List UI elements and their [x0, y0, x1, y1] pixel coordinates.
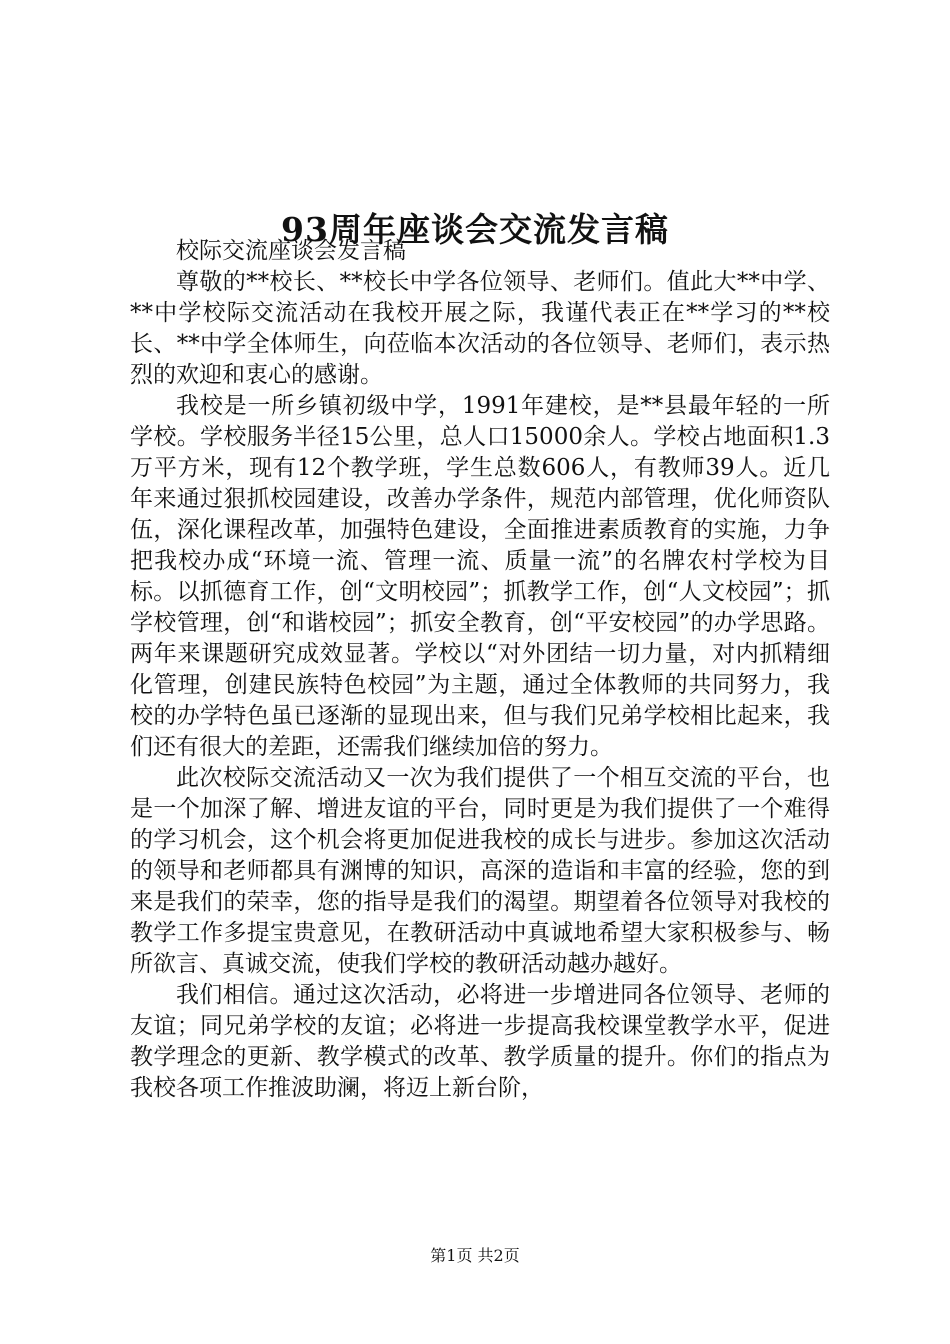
paragraph-belief: 我们相信。通过这次活动，必将进一步增进同各位领导、老师的友谊；同兄弟学校的友谊；必将进一步提高我校课堂教学水平，促进教学理念的更新、教学模式的改革、教学质量的提升。你们的指点为我校各项工作推波助澜，将迈上新台阶，: [130, 982, 830, 1101]
page-footer: 第1页 共2页: [430, 1246, 520, 1265]
paragraph-exchange-activity: 此次校际交流活动又一次为我们提供了一个相互交流的平台，也是一个加深了解、增进友谊的平台，同时更是为我们提供了一个难得的学习机会，这个机会将更加促进我校的成长与进步。参加这次活动的领导和老师都具有渊博的知识，高深的造诣和丰富的经验，您的到来是我们的荣幸，您的指导是我们的渴望。期望着各位领导对我校的教学工作多提宝贵意见，在教研活动中真诚地希望大家积极参与、畅所欲言、真诚交流，使我们学校的教研活动越办越好。: [130, 765, 830, 977]
paragraph-subtitle: 校际交流座谈会发言稿: [176, 238, 406, 264]
paragraph-school-intro: 我校是一所乡镇初级中学，1991年建校，是**县最年轻的一所学校。学校服务半径15公里，总人口15000余人。学校占地面积1.3万平方米，现有12个教学班，学生总数606人，有教师39人。近几年来通过狠抓校园建设，改善办学条件，规范内部管理，优化师资队伍，深化课程改革，加强特色建设，全面推进素质教育的实施，力争把我校办成“环境一流、管理一流、质量一流”的名牌农村学校为目标。以抓德育工作，创“文明校园”；抓教学工作，创“人文校园”；抓学校管理，创“和谐校园”；抓安全教育，创“平安校园”的办学思路。两年来课题研究成效显著。学校以“对外团结一切力量，对内抓精细化管理，创建民族特色校园”为主题，通过全体教师的共同努力，我校的办学特色虽已逐渐的显现出来，但与我们兄弟学校相比起来，我们还有很大的差距，还需我们继续加倍的努力。: [130, 393, 830, 760]
paragraph-greeting: 尊敬的**校长、**校长中学各位领导、老师们。值此大**中学、**中学校际交流活动在我校开展之际，我谨代表正在**学习的**校长、**中学全体师生，向莅临本次活动的各位领导、老师们，表示热烈的欢迎和衷心的感谢。: [130, 269, 830, 388]
document-title: 93周年座谈会交流发言稿: [281, 210, 669, 250]
document-body: [130, 236, 830, 1104]
